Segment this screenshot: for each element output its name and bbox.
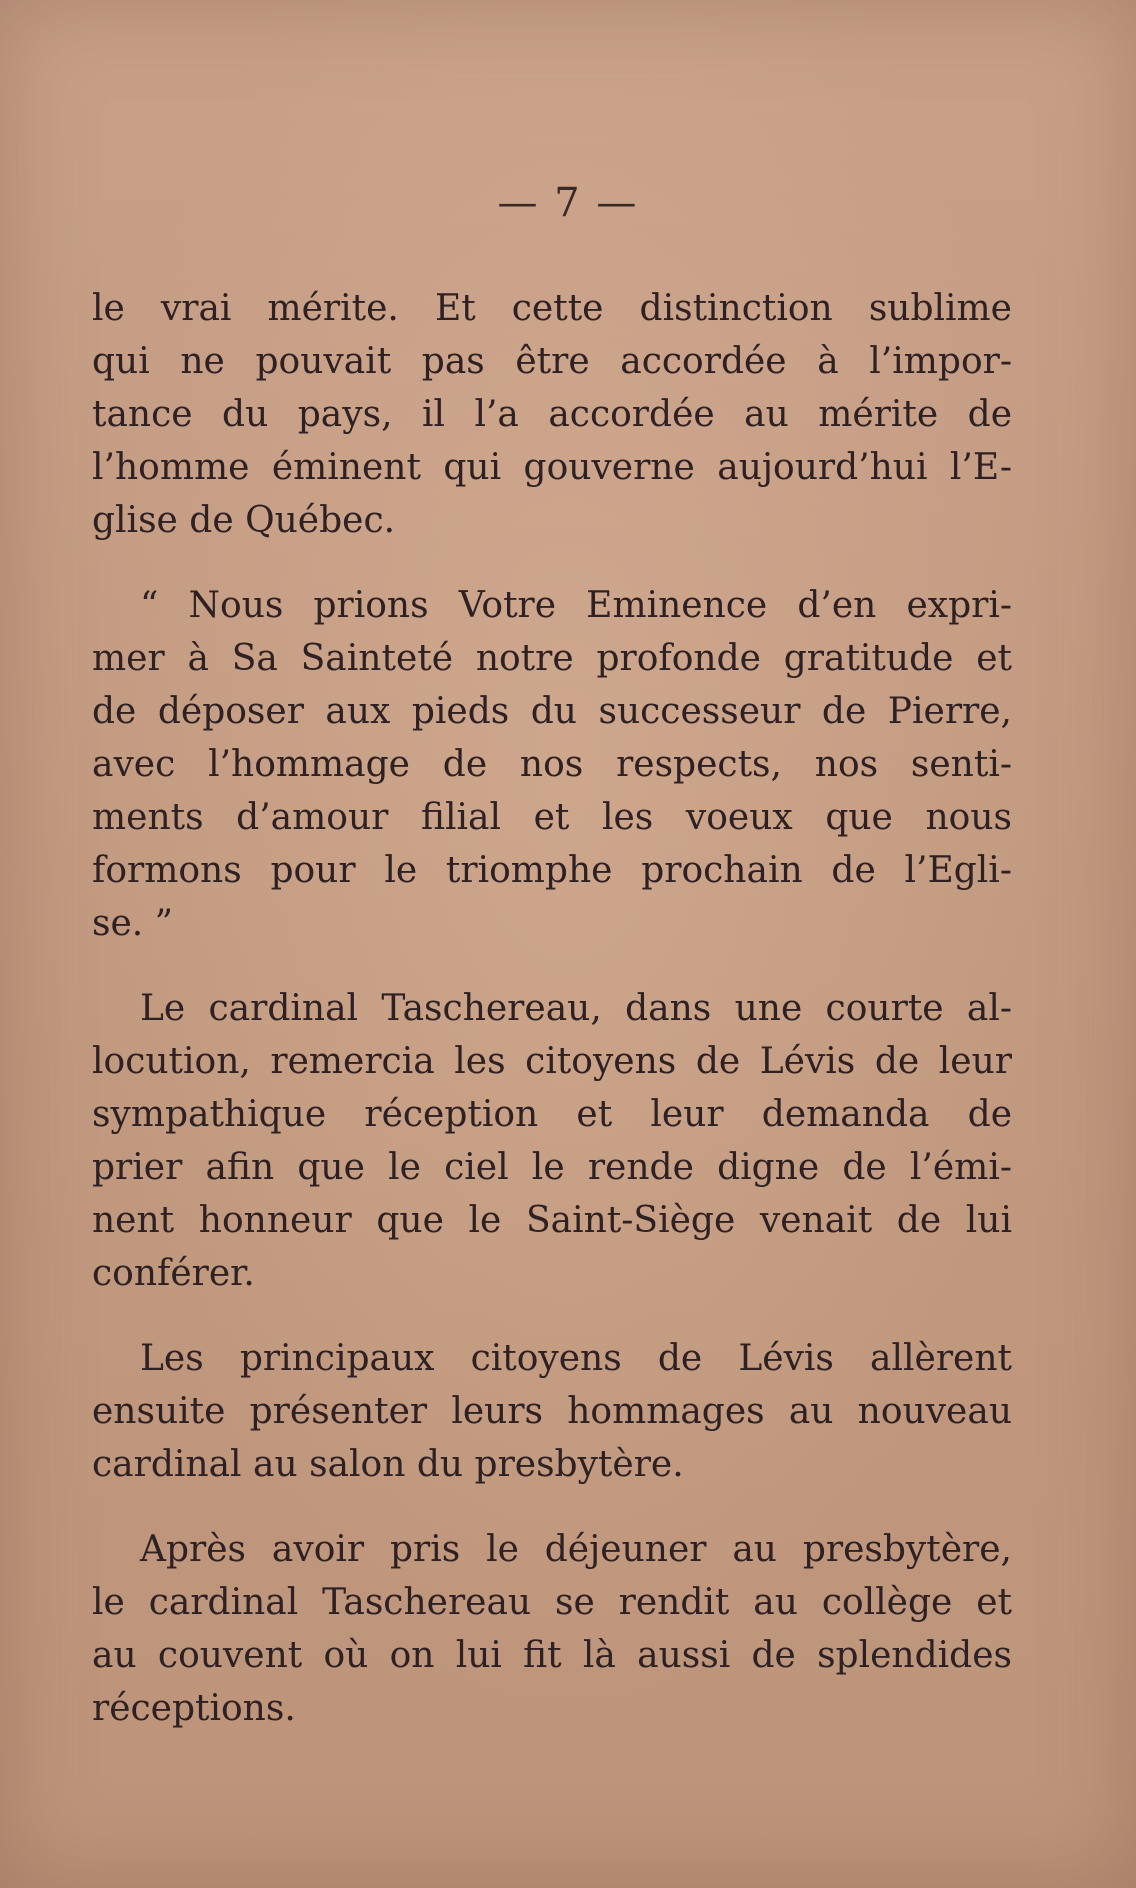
text-line: qui ne pouvait pas être accordée à l’impor-	[92, 341, 1012, 382]
paragraph-3	[92, 982, 1012, 1300]
text-line: locution, remercia les citoyens de Lévis de leur	[92, 1041, 1012, 1082]
text-line: cardinal au salon du presbytère.	[92, 1444, 684, 1485]
text-line: Le cardinal Taschereau, dans une courte al-	[140, 988, 1012, 1029]
body-text	[92, 282, 1012, 1735]
text-line: de déposer aux pieds du successeur de Pierre,	[92, 691, 1012, 732]
text-line: se. ”	[92, 903, 174, 944]
paragraph-1	[92, 282, 1012, 547]
text-line: Les principaux citoyens de Lévis allèrent	[140, 1338, 1012, 1379]
text-line: ments d’amour filial et les voeux que nous	[92, 797, 1012, 838]
paragraph-2	[92, 579, 1012, 950]
text-line: Après avoir pris le déjeuner au presbytère,	[140, 1529, 1012, 1570]
text-line: ensuite présenter leurs hommages au nouveau	[92, 1391, 1012, 1432]
text-line: le cardinal Taschereau se rendit au collège et	[92, 1582, 1012, 1623]
text-line: conférer.	[92, 1253, 255, 1294]
text-line: tance du pays, il l’a accordée au mérite de	[92, 394, 1012, 435]
text-line: réceptions.	[92, 1688, 296, 1729]
text-line: “ Nous prions Votre Eminence d’en expri-	[140, 585, 1012, 626]
text-line: au couvent où on lui fit là aussi de splendides	[92, 1635, 1012, 1676]
text-line: mer à Sa Sainteté notre profonde gratitude et	[92, 638, 1012, 679]
text-line: prier afin que le ciel le rende digne de l’émi-	[92, 1147, 1012, 1188]
paragraph-5	[92, 1523, 1012, 1735]
text-line: le vrai mérite. Et cette distinction sublime	[92, 288, 1012, 329]
text-line: avec l’hommage de nos respects, nos senti-	[92, 744, 1012, 785]
text-line: nent honneur que le Saint-Siège venait de lui	[92, 1200, 1012, 1241]
page-number: — 7 —	[497, 180, 639, 226]
text-line: sympathique réception et leur demanda de	[92, 1094, 1012, 1135]
text-line: glise de Québec.	[92, 500, 396, 541]
text-line: formons pour le triomphe prochain de l’Egli-	[92, 850, 1012, 891]
text-line: l’homme éminent qui gouverne aujourd’hui l’E-	[92, 447, 1012, 488]
paragraph-4	[92, 1332, 1012, 1491]
